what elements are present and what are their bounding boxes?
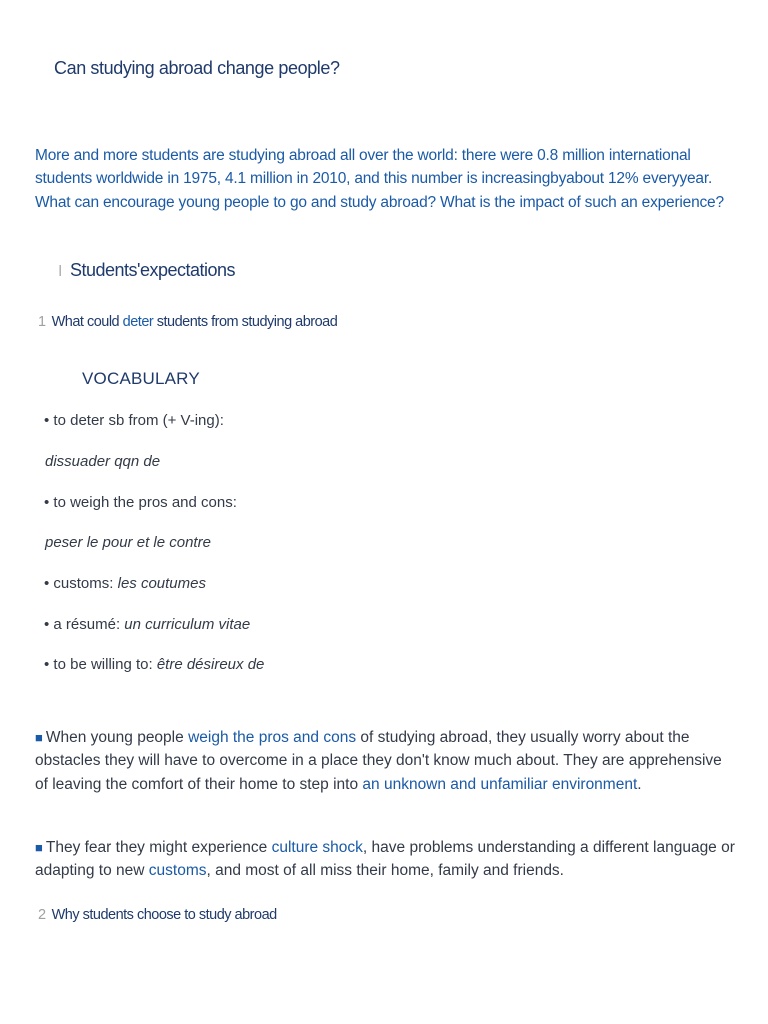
emphasis-text: an unknown and unfamiliar environment [362,775,638,793]
vocabulary-heading: VOCABULARY [82,369,200,388]
emphasis-text: culture shock [271,839,363,856]
paragraph-text: , have problems understanding a different language or adapting to new [35,839,735,880]
question-number: 2 [38,907,46,923]
paragraph-text: . [637,775,642,793]
vocab-translation: être désireux de [156,656,265,673]
paragraph-text: They fear they might experience [45,839,268,856]
question-1 [38,314,337,330]
vocab-translation: un curriculum vitae [124,616,251,633]
vocab-term: • a résumé: [44,616,121,633]
section-marker: I [58,263,62,280]
vocab-item [44,616,250,633]
page-title: Can studying abroad change people? [54,58,340,78]
vocab-link-customs[interactable]: customs [148,862,207,880]
section-title: Students'expectations [69,260,236,280]
square-bullet-icon: ■ [35,840,43,855]
vocab-term: • to deter sb from (+ V-ing): [44,412,224,429]
paragraph-text: of studying abroad, they usually worry about the obstacles they will have to overcome in a place they don't know much about. They are apprehensive of leaving the comfort of their home to step into [35,729,722,793]
intro-paragraph: More and more students are studying abroad all over the world: there were 0.8 million international students worldwide in 1975, 4.1 million in 2010, and this number is increasingbyabout 12% everyyear. What can encourage young people to go and study abroad? What is the impact of such an experience? [35,147,724,211]
square-bullet-icon: ■ [35,730,43,745]
paragraph-1 [35,726,735,796]
vocab-item [44,575,206,592]
question-text-after: students from studying abroad [156,314,338,330]
vocab-translation: dissuader qqn de [45,453,161,470]
paragraph-text: , and most of all miss their home, family and friends. [206,862,564,880]
vocab-term: • to weigh the pros and cons: [44,494,237,511]
question-2 [38,907,277,923]
question-text: Why students choose to study abroad [51,907,277,923]
vocab-link-weigh-pros-cons[interactable]: weigh the pros and cons [188,729,357,746]
question-highlight-link[interactable]: deter [122,314,154,330]
vocab-item [44,656,264,673]
vocab-term: • to be willing to: [44,656,153,673]
question-text-before: What could [51,314,120,330]
vocab-term: • customs: [44,575,114,592]
vocab-translation: peser le pour et le contre [45,534,211,551]
vocab-translation: les coutumes [117,575,206,592]
section-heading [58,260,235,281]
paragraph-text: When young people [45,729,184,746]
paragraph-2 [35,836,735,883]
question-number: 1 [38,314,46,330]
